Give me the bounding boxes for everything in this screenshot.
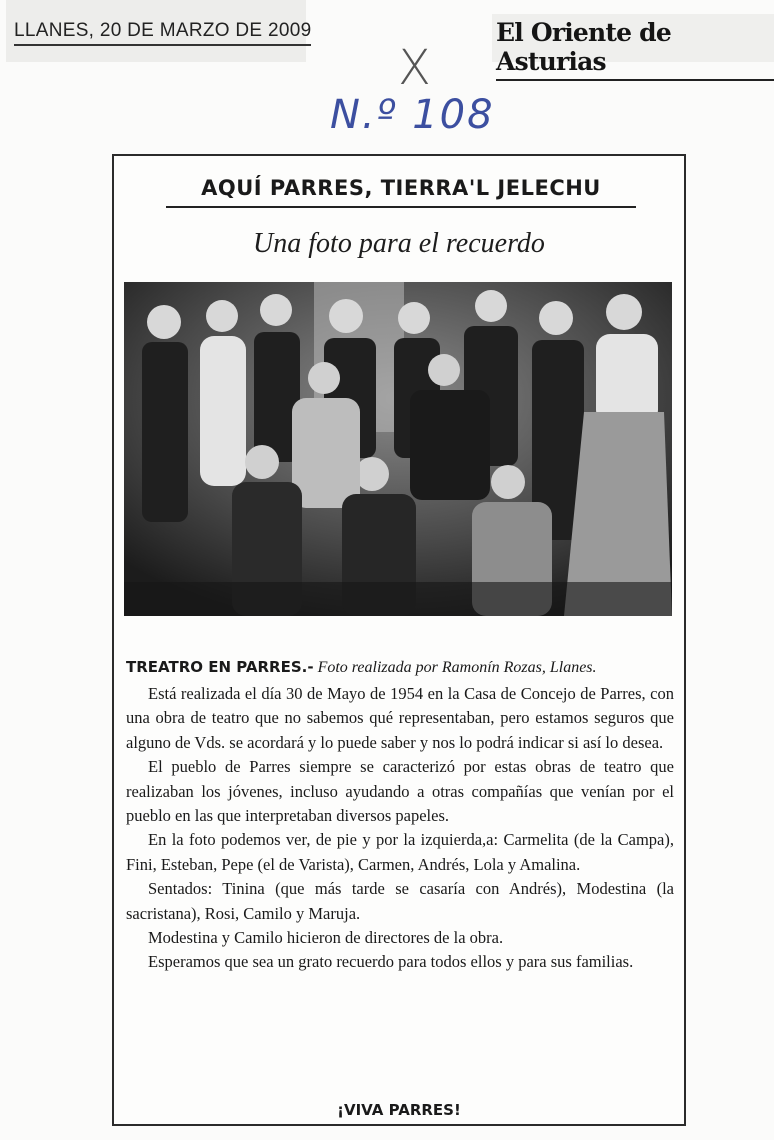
- group-photo: [124, 282, 672, 616]
- handwritten-number: N.º 108: [330, 92, 495, 138]
- article-body: [126, 682, 674, 975]
- body-paragraph: Sentados: Tinina (que más tarde se casaría con Andrés), Modestina (la sacristana), Rosi, Camilo y Maruja.: [126, 879, 674, 923]
- body-paragraph: El pueblo de Parres siempre se caracterizó por estas obras de teatro que realizaban los jóvenes, incluso ayudando a otras compañías que venían por el pueblo en las que interpretaban diversos papeles.: [126, 757, 674, 826]
- body-paragraph: Modestina y Camilo hicieron de directores de la obra.: [148, 928, 504, 948]
- caption-credit: Foto realizada por Ramonín Rozas, Llanes.: [317, 659, 597, 676]
- closing-line: ¡VIVA PARRES!: [337, 1101, 461, 1119]
- photo-caption: [126, 658, 597, 677]
- group-photo-icon: [124, 282, 672, 616]
- body-paragraph: En la foto podemos ver, de pie y por la izquierda,a: Carmelita (de la Campa), Fini, Esteban, Pepe (el de Varista), Carmen, Andrés, Lola y Amalina.: [126, 830, 674, 874]
- section-title: AQUÍ PARRES, TIERRA'L JELECHU: [166, 176, 636, 208]
- body-paragraph: Esperamos que sea un grato recuerdo para todos ellos y para sus familias.: [148, 952, 634, 972]
- caption-title: TREATRO EN PARRES.-: [126, 658, 314, 676]
- article-subtitle: Una foto para el recuerdo: [253, 228, 545, 259]
- date-line: LLANES, 20 DE MARZO DE 2009: [14, 20, 311, 46]
- handwritten-mark: X: [398, 40, 431, 96]
- body-paragraph: Está realizada el día 30 de Mayo de 1954 en la Casa de Concejo de Parres, con una obra de teatro que no sabemos qué representaban, pero estamos seguros que alguno de Vds. se acordará y lo puede saber y nos lo podrá indicar si así lo desea.: [126, 684, 674, 752]
- newspaper-masthead: El Oriente de Asturias: [496, 18, 774, 81]
- article-clipping: [112, 154, 686, 1126]
